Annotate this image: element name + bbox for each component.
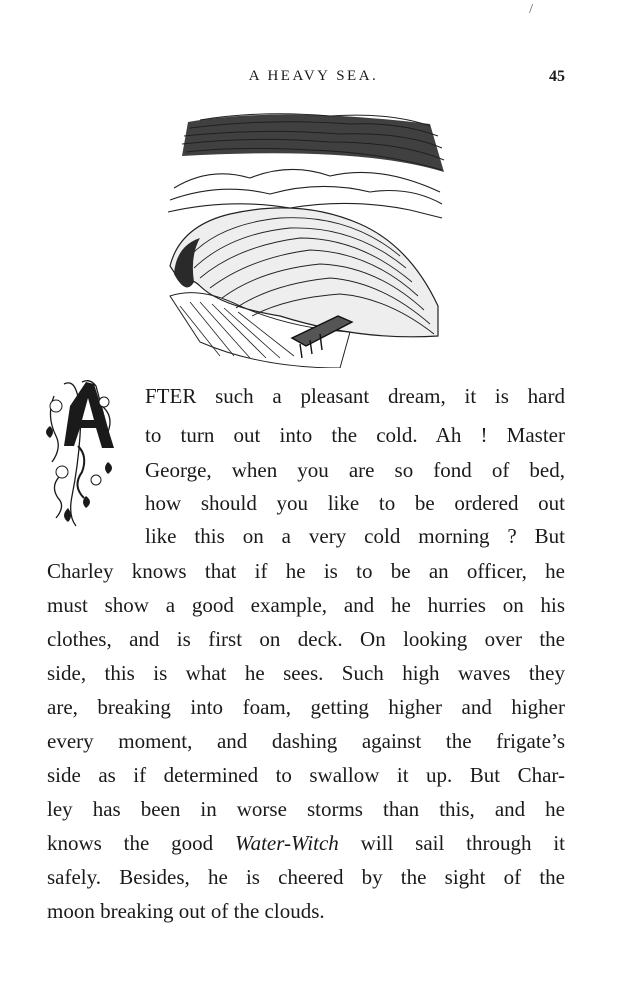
- ship-name: Water-Witch: [235, 831, 339, 855]
- text-line-11: every moment, and dashing against the frigate’s: [47, 729, 565, 753]
- text-line-6: Charley knows that if he is to be an officer, he: [47, 559, 565, 583]
- corner-mark: /: [529, 2, 533, 17]
- text-line-2: to turn out into the cold. Ah ! Master: [145, 423, 565, 447]
- text-line-1: FTER such a pleasant dream, it is hard: [145, 384, 565, 408]
- text-line-4: how should you like to be ordered out: [145, 491, 565, 515]
- text-line-3: George, when you are so fond of bed,: [145, 458, 565, 482]
- running-title: A HEAVY SEA.: [248, 68, 379, 84]
- wave-engraving-icon: [160, 106, 445, 368]
- text-line-14-a: knows the good: [47, 831, 236, 855]
- text-line-7: must show a good example, and he hurries on his: [47, 593, 565, 617]
- text-line-12: side as if determined to swallow it up. But Char-: [47, 763, 565, 787]
- text-line-16: moon breaking out of the clouds.: [47, 899, 325, 923]
- text-line-8: clothes, and is first on deck. On looking over the: [47, 627, 565, 651]
- text-line-15: safely. Besides, he is cheered by the sight of the: [47, 865, 565, 889]
- text-line-5: like this on a very cold morning ? But: [145, 524, 565, 548]
- text-line-10: are, breaking into foam, getting higher and higher: [47, 695, 565, 719]
- text-line-9: side, this is what he sees. Such high waves they: [47, 661, 565, 685]
- page-header: [0, 68, 627, 92]
- ornamental-drop-cap-icon: [42, 376, 122, 531]
- text-line-14: [47, 831, 565, 855]
- text-line-14-b: will sail through it: [338, 831, 565, 855]
- text-line-13: ley has been in worse storms than this, and he: [47, 797, 565, 821]
- page-number: 45: [549, 68, 565, 85]
